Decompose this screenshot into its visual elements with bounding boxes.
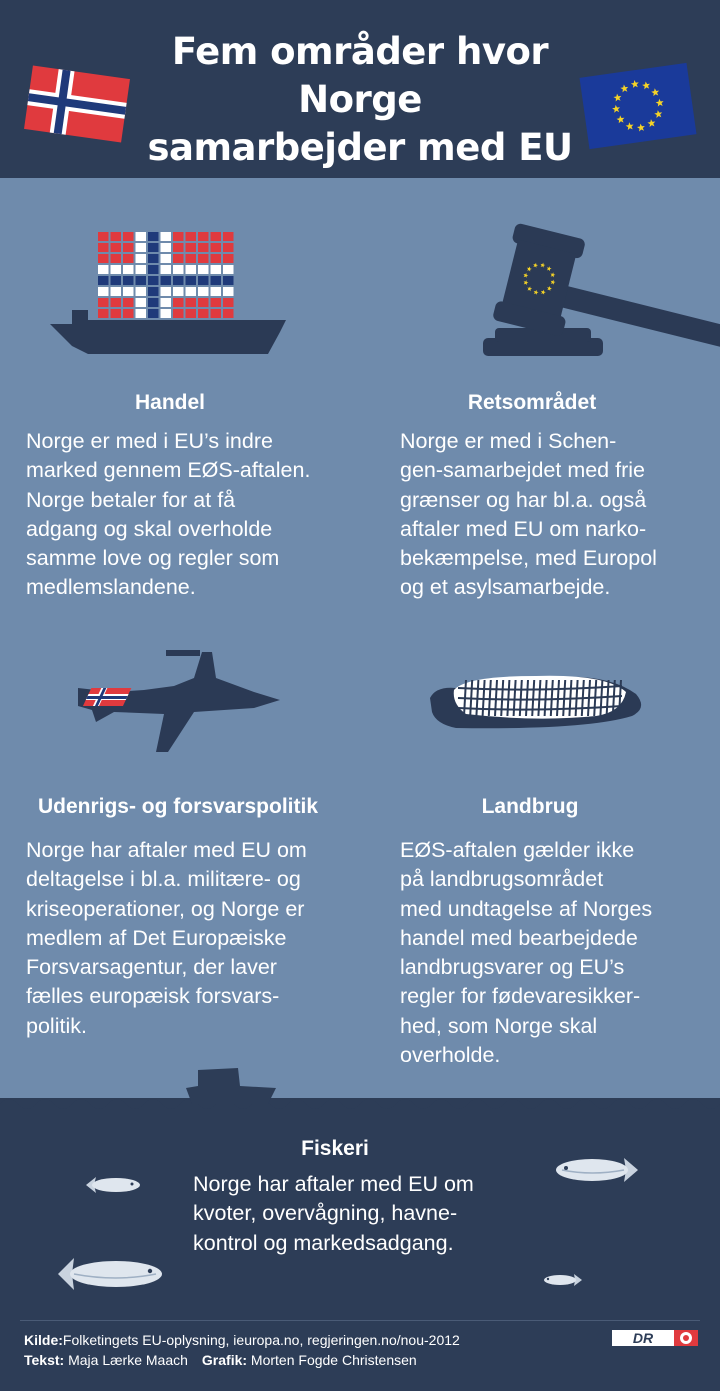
container-block <box>223 232 234 241</box>
container-block <box>173 298 184 307</box>
container-block <box>123 265 134 274</box>
container-block <box>123 254 134 263</box>
container-block <box>123 276 134 285</box>
text-line: kriseoperationer, og Norge er <box>26 896 305 921</box>
heading-udenrigs: Udenrigs- og forsvarspolitik <box>37 795 319 818</box>
norway-flag-icon <box>24 62 130 146</box>
source-text: Folketingets EU-oplysning, ieuropa.no, regjeringen.no/nou-2012 <box>62 1332 460 1348</box>
text-line: Norge har aftaler med EU om <box>193 1172 474 1196</box>
container-block <box>186 265 197 274</box>
container-block <box>161 243 172 252</box>
footer-credits <box>24 1351 417 1369</box>
corn-cob-icon <box>426 668 652 740</box>
eu-flag-icon <box>578 58 698 154</box>
text-landbrug <box>400 836 700 1070</box>
container-block <box>98 287 109 296</box>
container-block <box>136 243 147 252</box>
container-block <box>198 309 209 318</box>
container-block <box>223 254 234 263</box>
heading-landbrug: Landbrug <box>481 795 579 818</box>
container-block <box>111 276 122 285</box>
text-line: aftaler med EU om narko- <box>400 516 647 541</box>
container-ship-icon <box>48 228 293 360</box>
text-udenrigs <box>26 836 356 1041</box>
container-block <box>136 232 147 241</box>
text-handel <box>26 427 356 603</box>
container-block <box>173 232 184 241</box>
text-line: hed, som Norge skal <box>400 1013 598 1038</box>
container-block <box>148 276 159 285</box>
container-block <box>186 254 197 263</box>
container-block <box>198 298 209 307</box>
container-block <box>111 309 122 318</box>
container-block <box>211 309 222 318</box>
container-block <box>173 309 184 318</box>
container-block <box>98 298 109 307</box>
container-block <box>223 243 234 252</box>
container-block <box>161 287 172 296</box>
container-block <box>186 276 197 285</box>
container-block <box>111 265 122 274</box>
container-block <box>161 265 172 274</box>
text-line: politik. <box>26 1013 87 1038</box>
page-title <box>120 28 600 172</box>
text-line: regler for fødevaresikker- <box>400 984 641 1009</box>
container-block <box>136 298 147 307</box>
container-block <box>173 276 184 285</box>
container-block <box>161 309 172 318</box>
container-block <box>161 254 172 263</box>
container-block <box>161 232 172 241</box>
header <box>0 0 720 178</box>
container-block <box>223 287 234 296</box>
fish-icon <box>552 1154 640 1186</box>
fish-icon <box>56 1254 166 1294</box>
text-line: landbrugsvarer og EU’s <box>400 955 625 980</box>
container-block <box>98 309 109 318</box>
container-block <box>136 254 147 263</box>
container-block <box>173 287 184 296</box>
text-line: medlem af Det Europæiske <box>26 925 287 950</box>
container-block <box>223 309 234 318</box>
container-block <box>211 232 222 241</box>
text-line: Forsvarsagentur, der laver <box>26 955 277 980</box>
eu-gavel-icon <box>475 218 720 364</box>
dr-logo-mark-icon <box>674 1328 698 1348</box>
dr-logo-text: DR <box>632 1330 654 1346</box>
text-line: Norge har aftaler med EU om <box>26 838 307 862</box>
container-block <box>111 298 122 307</box>
source-label: Kilde: <box>24 1332 63 1348</box>
footer-source <box>24 1331 460 1349</box>
container-block <box>186 298 197 307</box>
graphic-credit: Morten Fogde Christensen <box>247 1352 417 1368</box>
container-block <box>136 309 147 318</box>
container-block <box>148 232 159 241</box>
container-block <box>111 254 122 263</box>
container-block <box>148 298 159 307</box>
container-block <box>98 232 109 241</box>
text-line: samme love og regler som <box>26 546 280 571</box>
container-block <box>173 254 184 263</box>
container-block <box>136 276 147 285</box>
text-line: på landbrugsområdet <box>400 867 604 892</box>
text-line: marked gennem EØS-aftalen. <box>26 458 311 483</box>
text-line: Norge er med i EU’s indre <box>26 429 273 453</box>
container-block <box>98 276 109 285</box>
heading-retsomraadet: Retsområdet <box>467 391 597 414</box>
container-block <box>211 276 222 285</box>
title-line-2: samarbejder med EU <box>147 126 573 169</box>
container-block <box>186 232 197 241</box>
text-fiskeri <box>193 1170 513 1258</box>
text-line: handel med bearbejdede <box>400 925 638 950</box>
container-block <box>223 265 234 274</box>
container-block <box>198 243 209 252</box>
text-line: deltagelse i bl.a. militære- og <box>26 867 301 892</box>
container-block <box>161 298 172 307</box>
container-block <box>148 287 159 296</box>
text-line: grænser og har bl.a. også <box>400 487 647 512</box>
container-block <box>98 243 109 252</box>
fish-icon <box>540 1272 584 1288</box>
container-block <box>111 243 122 252</box>
container-block <box>148 243 159 252</box>
container-block <box>173 265 184 274</box>
container-block <box>211 265 222 274</box>
container-block <box>111 232 122 241</box>
container-block <box>173 243 184 252</box>
container-block <box>123 298 134 307</box>
container-block <box>148 254 159 263</box>
container-block <box>198 287 209 296</box>
fish-icon <box>84 1174 142 1196</box>
text-line: medlemslandene. <box>26 575 196 600</box>
fighter-jet-icon <box>74 648 284 760</box>
text-line: fælles europæisk forsvars- <box>26 984 280 1009</box>
container-block <box>211 243 222 252</box>
text-line: gen-samarbejdet med frie <box>400 458 645 483</box>
fishing-boat-icon <box>180 1064 290 1108</box>
container-block <box>186 309 197 318</box>
container-block <box>211 287 222 296</box>
text-line: Norge er med i Schen- <box>400 429 617 453</box>
heading-fiskeri: Fiskeri <box>301 1137 369 1160</box>
container-block <box>123 287 134 296</box>
text-line: bekæmpelse, med Europol <box>400 546 657 571</box>
container-block <box>148 265 159 274</box>
container-block <box>198 232 209 241</box>
container-block <box>198 276 209 285</box>
container-block <box>186 243 197 252</box>
text-line: med undtagelse af Norges <box>400 896 653 921</box>
text-line: kontrol og markedsadgang. <box>193 1230 454 1255</box>
container-block <box>223 298 234 307</box>
container-block <box>136 287 147 296</box>
container-block <box>211 298 222 307</box>
text-line: kvoter, overvågning, havne- <box>193 1201 458 1226</box>
text-line: og et asylsamarbejde. <box>400 575 611 600</box>
text-line: EØS-aftalen gælder ikke <box>400 838 635 862</box>
container-block <box>123 309 134 318</box>
container-block <box>111 287 122 296</box>
text-retsomraadet <box>400 427 700 603</box>
container-block <box>198 254 209 263</box>
container-block <box>136 265 147 274</box>
container-block <box>198 265 209 274</box>
container-block <box>123 232 134 241</box>
text-credit: Maja Lærke Maach <box>64 1352 188 1368</box>
container-block <box>186 287 197 296</box>
container-block <box>223 276 234 285</box>
container-block <box>123 243 134 252</box>
footer-divider <box>20 1320 700 1321</box>
title-line-1: Fem områder hvor Norge <box>171 30 549 121</box>
text-credit-label: Tekst: <box>24 1352 65 1368</box>
container-block <box>161 276 172 285</box>
text-line: overholde. <box>400 1043 501 1068</box>
container-block <box>98 265 109 274</box>
container-block <box>98 254 109 263</box>
dr-logo <box>612 1328 698 1348</box>
heading-handel: Handel <box>134 391 205 414</box>
text-line: adgang og skal overholde <box>26 516 273 541</box>
text-line: Norge betaler for at få <box>26 487 236 512</box>
container-block <box>148 309 159 318</box>
container-block <box>211 254 222 263</box>
graphic-credit-label: Grafik: <box>201 1352 248 1368</box>
